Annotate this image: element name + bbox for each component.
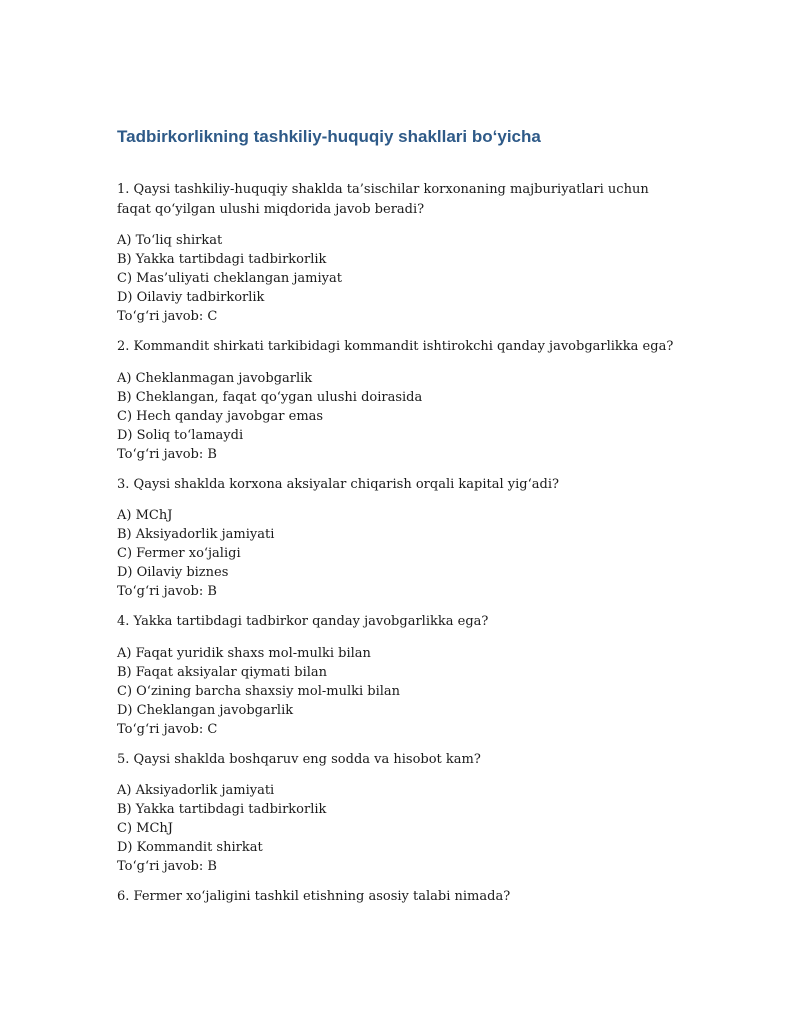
question-5 (117, 750, 677, 877)
document-page (117, 124, 677, 919)
question-list (117, 180, 677, 907)
option-d: D) Soliq to‘lamaydi (117, 427, 244, 443)
answer-label: To‘g‘ri javob: (117, 309, 204, 324)
question-text: 3. Qaysi shaklda korxona aksiyalar chiqarish orqali kapital yig‘adi? (117, 476, 559, 492)
option-b: B) Faqat aksiyalar qiymati bilan (117, 664, 328, 680)
answer-label: To‘g‘ri javob: (117, 859, 204, 874)
option-b: B) Cheklangan, faqat qo‘ygan ulushi doirasida (117, 389, 423, 405)
question-4 (117, 612, 677, 739)
question-2 (117, 337, 677, 464)
option-d: D) Cheklangan javobgarlik (117, 702, 294, 718)
correct-answer (117, 582, 677, 601)
question-text: 2. Kommandit shirkati tarkibidagi kommandit ishtirokchi qanday javobgarlikka ega? (117, 339, 674, 354)
option-c: C) Hech qanday javobgar emas (117, 408, 324, 424)
option-a: A) Cheklanmagan javobgarlik (117, 370, 313, 386)
question-text: 6. Fermer xo‘jaligini tashkil etishning asosiy talabi nimada? (117, 889, 511, 904)
option-c: C) Fermer xo‘jaligi (117, 546, 241, 561)
option-c: C) O‘zining barcha shaxsiy mol-mulki bilan (117, 683, 401, 699)
question-6 (117, 887, 677, 907)
option-a: A) To‘liq shirkat (117, 233, 223, 248)
answer-value: B (207, 584, 217, 599)
option-b: B) Yakka tartibdagi tadbirkorlik (117, 802, 327, 817)
correct-answer (117, 307, 677, 326)
option-b: B) Aksiyadorlik jamiyati (117, 527, 275, 542)
option-list (117, 506, 677, 582)
question-1 (117, 180, 677, 326)
option-d: D) Oilaviy tadbirkorlik (117, 290, 265, 305)
option-list (117, 369, 677, 445)
question-3 (117, 475, 677, 602)
correct-answer (117, 720, 677, 739)
option-list (117, 231, 677, 307)
option-a: A) Faqat yuridik shaxs mol-mulki bilan (117, 645, 371, 661)
option-list (117, 644, 677, 720)
option-c: C) MChJ (117, 821, 173, 836)
option-d: D) Oilaviy biznes (117, 565, 229, 580)
document-title: Tadbirkorlikning tashkiliy-huquqiy shakllari bo‘yicha (117, 127, 541, 146)
answer-label: To‘g‘ri javob: (117, 446, 204, 462)
question-text: 1. Qaysi tashkiliy-huquqiy shaklda ta’sischilar korxonaning majburiyatlari uchun faqat qo‘yilgan ulushi miqdorida javob beradi? (117, 182, 649, 217)
answer-label: To‘g‘ri javob: (117, 584, 204, 599)
option-list (117, 781, 677, 857)
answer-value: B (207, 446, 217, 462)
option-a: A) Aksiyadorlik jamiyati (117, 783, 275, 798)
correct-answer (117, 445, 677, 464)
option-b: B) Yakka tartibdagi tadbirkorlik (117, 252, 327, 267)
answer-value: C (207, 721, 218, 737)
answer-value: B (207, 859, 217, 874)
correct-answer (117, 857, 677, 876)
option-a: A) MChJ (117, 508, 173, 523)
answer-value: C (207, 309, 218, 324)
question-text: 4. Yakka tartibdagi tadbirkor qanday javobgarlikka ega? (117, 614, 489, 629)
option-d: D) Kommandit shirkat (117, 840, 263, 855)
option-c: C) Mas’uliyati cheklangan jamiyat (117, 271, 342, 286)
answer-label: To‘g‘ri javob: (117, 721, 204, 737)
question-text: 5. Qaysi shaklda boshqaruv eng sodda va hisobot kam? (117, 751, 481, 767)
